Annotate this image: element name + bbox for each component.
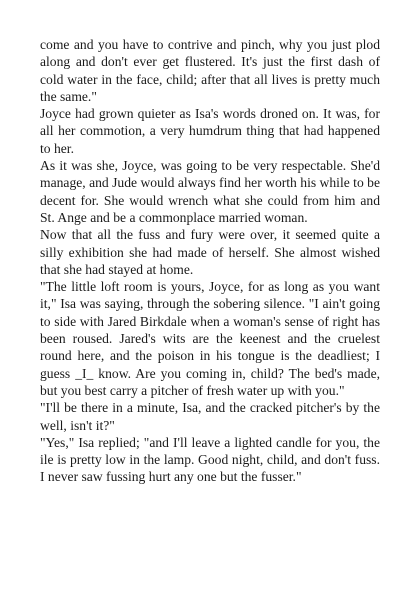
paragraph: "The little loft room is yours, Joyce, for as long as you want it," Isa was saying, through the sobering silence. "I ain't going to side with Jared Birkdale when a woman's sense of right has been roused. Jared's wits are the keenest and the cruelest round here, and the poison in his tongue is the deadliest; I guess _I_ know. Are you coming in, child? The bed's made, but you best carry a pitcher of fresh water up with you." (40, 279, 380, 398)
page-body (40, 36, 380, 486)
paragraph: Joyce had grown quieter as Isa's words droned on. It was, for all her commotion, a very humdrum thing that had happened to her. (40, 106, 380, 156)
paragraph: As it was she, Joyce, was going to be very respectable. She'd manage, and Jude would always find her worth his while to be decent for. She would wrench what she could from him and St. Ange and be a commonplace married woman. (40, 158, 380, 225)
paragraph: "Yes," Isa replied; "and I'll leave a lighted candle for you, the ile is pretty low in the lamp. Good night, child, and don't fuss. I never saw fussing hurt any one but the fusser." (40, 434, 380, 485)
paragraph: "I'll be there in a minute, Isa, and the cracked pitcher's by the well, isn't it?" (40, 400, 380, 433)
paragraph: Now that all the fuss and fury were over, it seemed quite a silly exhibition she had made of herself. She almost wished that she had stayed at home. (40, 227, 380, 277)
paragraph: come and you have to contrive and pinch, why you just plod along and don't ever get flustered. It's just the first dash of cold water in the face, child; after that all lives is pretty much the same." (40, 37, 380, 104)
